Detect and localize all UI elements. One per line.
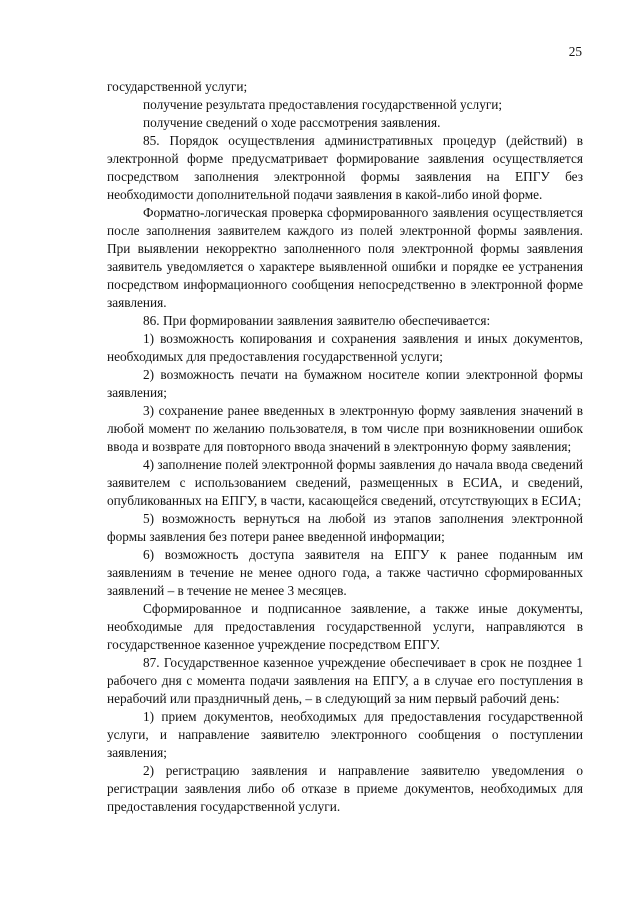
paragraph: получение результата предоставления государственной услуги;	[143, 97, 503, 112]
paragraph: 4) заполнение полей электронной формы заявления до начала ввода сведений заявителем с использованием сведений, размещенных в ЕСИА, и сведений, опубликованных на ЕПГУ, в части, касающейся сведений, отсутствующих в ЕСИА;	[107, 457, 583, 508]
paragraph: Форматно-логическая проверка сформированного заявления осуществляется после заполнения заявителем каждого из полей электронной формы заявления. При выявлении некорректно заполненного поля электронной формы заявления заявитель уведомляется о характере выявленной ошибки и порядке ее устранения посредством информационного сообщения непосредственно в электронной форме заявления.	[107, 205, 583, 310]
paragraph: 5) возможность вернуться на любой из этапов заполнения электронной формы заявления без потери ранее введенной информации;	[107, 511, 583, 544]
paragraph: государственной услуги;	[107, 79, 248, 94]
document-body	[107, 78, 583, 816]
paragraph: 1) возможность копирования и сохранения заявления и иных документов, необходимых для предоставления государственной услуги;	[107, 331, 583, 364]
paragraph: 2) регистрацию заявления и направление заявителю уведомления о регистрации заявления либо об отказе в приеме документов, необходимых для предоставления государственной услуги.	[107, 763, 583, 814]
paragraph: 86. При формировании заявления заявителю обеспечивается:	[143, 313, 491, 328]
paragraph: получение сведений о ходе рассмотрения заявления.	[143, 115, 441, 130]
paragraph: 2) возможность печати на бумажном носителе копии электронной формы заявления;	[107, 367, 583, 400]
paragraph: 85. Порядок осуществления административных процедур (действий) в электронной форме предусматривает формирование заявления осуществляется посредством заполнения электронной формы заявления на ЕПГУ без необходимости дополнительной подачи заявления в какой-либо иной форме.	[107, 133, 583, 202]
page-number: 25	[568, 44, 582, 59]
paragraph: 6) возможность доступа заявителя на ЕПГУ к ранее поданным им заявлениям в течение не менее одного года, а также частично сформированных заявлений – в течение не менее 3 месяцев.	[107, 547, 583, 598]
paragraph: Сформированное и подписанное заявление, а также иные документы, необходимые для предоставления государственной услуги, направляются в государственное казенное учреждение посредством ЕПГУ.	[107, 601, 583, 652]
paragraph: 1) прием документов, необходимых для предоставления государственной услуги, и направление заявителю электронного сообщения о поступлении заявления;	[107, 709, 583, 760]
paragraph: 3) сохранение ранее введенных в электронную форму заявления значений в любой момент по желанию пользователя, в том числе при возникновении ошибок ввода и возврате для повторного ввода значений в электронную форму заявления;	[107, 403, 583, 454]
paragraph: 87. Государственное казенное учреждение обеспечивает в срок не позднее 1 рабочего дня с момента подачи заявления на ЕПГУ, а в случае его поступления в нерабочий или праздничный день, – в следующий за ним первый рабочий день:	[107, 655, 583, 706]
